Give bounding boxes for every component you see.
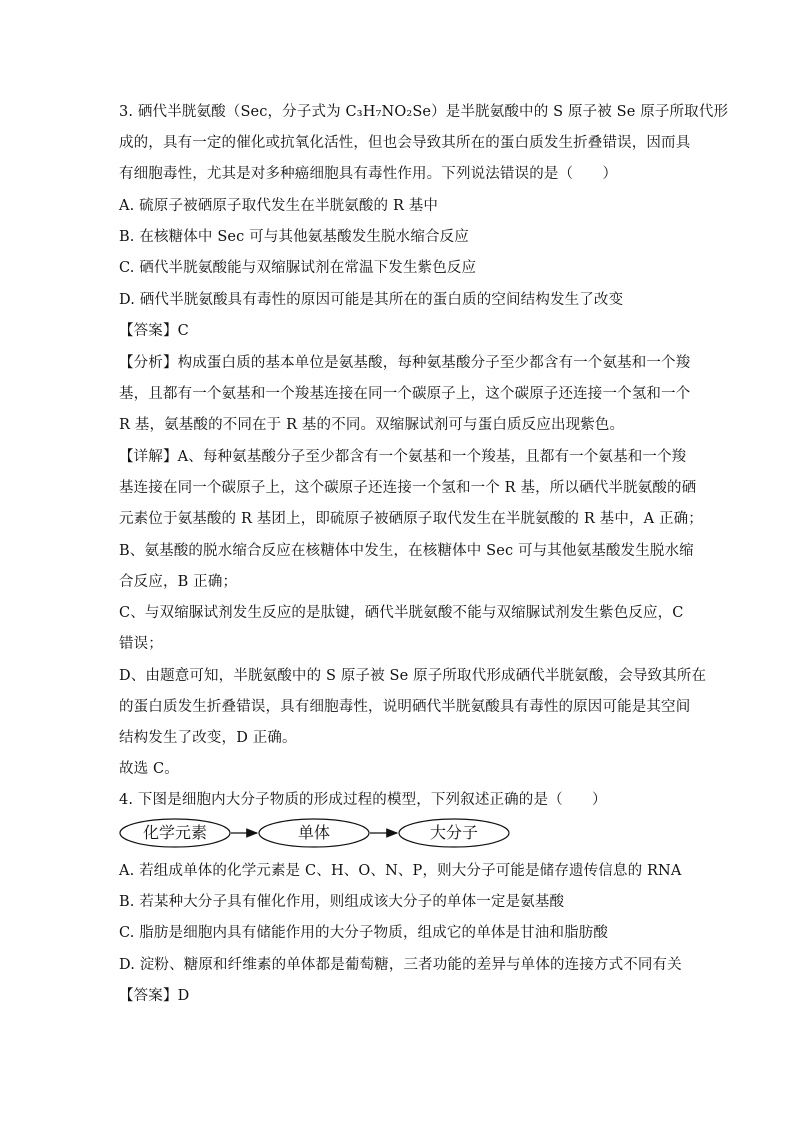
q3-detail-line-8: D、由题意可知，半胱氨酸中的 S 原子被 Se 原子所取代形成硒代半胱氨酸，会导致其所在 <box>119 668 707 684</box>
q3-detail-line-9: 的蛋白质发生折叠错误，具有细胞毒性，说明硒代半胱氨酸具有毒性的原因可能是其空间 <box>119 699 691 715</box>
q3-detail-line-2: 基连接在同一个碳原子上，这个碳原子还连接一个氢和一个 R 基，所以硒代半胱氨酸的硒 <box>119 480 697 496</box>
q3-detail-line-6: C、与双缩脲试剂发生反应的是肽键，硒代半胱氨酸不能与双缩脲试剂发生紫色反应，C <box>119 605 684 621</box>
q3-conclusion: 故选 C。 <box>119 761 179 777</box>
q3-option-d: D. 硒代半胱氨酸具有毒性的原因可能是其所在的蛋白质的空间结构发生了改变 <box>119 292 624 308</box>
q3-option-b: B. 在核糖体中 Sec 可与其他氨基酸发生脱水缩合反应 <box>119 229 469 245</box>
q4-stem: 4. 下图是细胞内大分子物质的形成过程的模型，下列叙述正确的是（ ） <box>119 792 607 808</box>
q4-option-c: C. 脂肪是细胞内具有储能作用的大分子物质，组成它的单体是甘油和脂肪酸 <box>119 925 609 941</box>
q3-answer: 【答案】C <box>119 323 189 339</box>
flow-node-elements: 化学元素 <box>142 823 207 842</box>
q3-detail-line-10: 结构发生了改变，D 正确。 <box>119 730 297 746</box>
q3-detail-line-4: B、氨基酸的脱水缩合反应在核糖体中发生，在核糖体中 Sec 可与其他氨基酸发生脱水缩 <box>119 543 694 559</box>
q3-analysis-line-1: 【分析】构成蛋白质的基本单位是氨基酸，每种氨基酸分子至少都含有一个氨基和一个羧 <box>119 355 691 371</box>
q3-detail-line-1: 【详解】A、每种氨基酸分子至少都含有一个氨基和一个羧基，且都有一个氨基和一个羧 <box>119 449 687 465</box>
q4-option-d: D. 淀粉、糖原和纤维素的单体都是葡萄糖，三者功能的差异与单体的连接方式不同有关 <box>119 957 682 973</box>
q3-analysis-line-2: 基，且都有一个氨基和一个羧基连接在同一个碳原子上，这个碳原子还连接一个氢和一个 <box>119 386 691 402</box>
q3-detail-line-5: 合反应，B 正确； <box>119 574 238 590</box>
flow-node-macromolecule: 大分子 <box>429 823 478 842</box>
q4-option-b: B. 若某种大分子具有催化作用，则组成该大分子的单体一定是氨基酸 <box>119 894 565 910</box>
q4-option-a: A. 若组成单体的化学元素是 C、H、O、N、P，则大分子可能是储存遗传信息的 RNA <box>119 863 682 879</box>
q3-option-c: C. 硒代半胱氨酸能与双缩脲试剂在常温下发生紫色反应 <box>119 260 477 276</box>
q3-option-a: A. 硫原子被硒原子取代发生在半胱氨酸的 R 基中 <box>119 198 439 214</box>
flow-node-monomer: 单体 <box>297 823 330 842</box>
q3-stem-line-2: 成的，具有一定的催化或抗氧化活性，但也会导致其所在的蛋白质发生折叠错误，因而具 <box>119 135 691 151</box>
q4-flow-diagram <box>119 815 519 851</box>
q3-stem-line-1: 3. 硒代半胱氨酸（Sec，分子式为 C₃H₇NO₂Se）是半胱氨酸中的 S 原子被 Se 原子所取代形 <box>119 104 729 120</box>
q3-analysis-line-3: R 基，氨基酸的不同在于 R 基的不同。双缩脲试剂可与蛋白质反应出现紫色。 <box>119 417 625 433</box>
q3-detail-line-7: 错误； <box>119 636 163 652</box>
q3-stem-line-3: 有细胞毒性，尤其是对多种癌细胞具有毒性作用。下列说法错误的是（ ） <box>119 166 618 182</box>
q3-detail-line-3: 元素位于氨基酸的 R 基团上，即硫原子被硒原子取代发生在半胱氨酸的 R 基中，A 正确； <box>119 511 703 527</box>
q4-answer: 【答案】D <box>119 988 190 1004</box>
